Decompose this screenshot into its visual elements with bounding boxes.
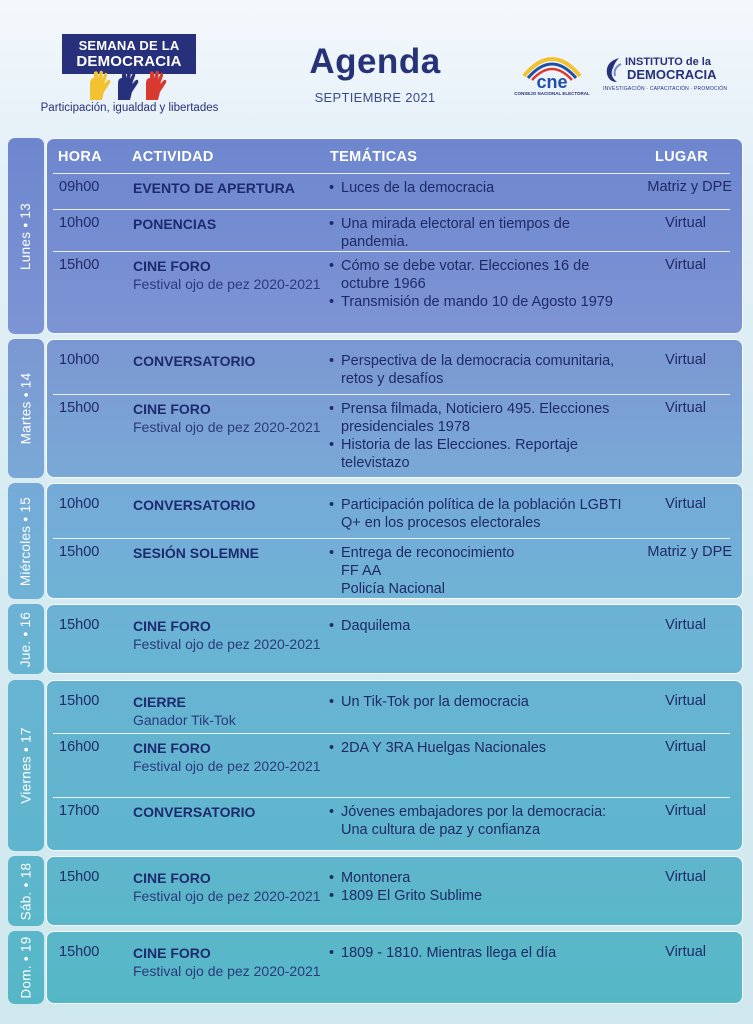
instituto-line2: DEMOCRACIA — [627, 67, 717, 82]
row-tematicas — [329, 179, 629, 197]
tematica-item: • Historia de las Elecciones. Reportaje televistazo — [329, 436, 629, 472]
brand-box — [62, 34, 196, 74]
day-panel — [46, 483, 743, 599]
row-lugar: Virtual — [665, 803, 706, 819]
row-lugar: Virtual — [665, 257, 706, 273]
row-actividad — [133, 179, 323, 197]
actividad-title: CINE FORO — [133, 945, 211, 961]
row-divider — [53, 251, 730, 252]
row-tematicas — [329, 869, 629, 905]
row-divider — [53, 538, 730, 539]
page-title: Agenda — [309, 42, 441, 81]
row-actividad — [133, 257, 323, 293]
row-hora: 17h00 — [59, 803, 100, 819]
day-label: Viernes • 17 — [18, 727, 34, 804]
row-hora: 10h00 — [59, 215, 100, 231]
actividad-title: CONVERSATORIO — [133, 353, 256, 369]
header — [0, 0, 753, 130]
column-header-tematicas: TEMÁTICAS — [330, 149, 418, 165]
day-label: Jue. • 16 — [18, 611, 34, 667]
raised-hands-icon — [84, 70, 174, 102]
tematica-item: • Montonera — [329, 869, 629, 887]
semana-democracia-logo — [32, 34, 227, 119]
row-lugar: Virtual — [665, 869, 706, 885]
brand-tagline: Participación, igualdad y libertades — [40, 102, 219, 114]
row-lugar: Virtual — [665, 352, 706, 368]
tematica-item: • Transmisión de mando 10 de Agosto 1979 — [329, 293, 629, 311]
day-label: Dom. • 19 — [18, 936, 34, 999]
tematica-item: • Perspectiva de la democracia comunitaria, retos y desafíos — [329, 352, 629, 388]
actividad-title: CONVERSATORIO — [133, 804, 256, 820]
actividad-subtitle: Ganador Tik-Tok — [133, 712, 236, 728]
row-actividad — [133, 617, 323, 653]
row-divider — [53, 394, 730, 395]
row-hora: 15h00 — [59, 944, 100, 960]
row-actividad — [133, 544, 323, 562]
row-tematicas — [329, 352, 629, 388]
row-lugar: Virtual — [665, 739, 706, 755]
table-header — [46, 149, 736, 167]
tematica-item: • Un Tik-Tok por la democracia — [329, 693, 629, 711]
row-hora: 15h00 — [59, 617, 100, 633]
row-lugar: Virtual — [665, 215, 706, 231]
actividad-title: SESIÓN SOLEMNE — [133, 545, 260, 561]
row-hora: 15h00 — [59, 400, 100, 416]
row-actividad — [133, 944, 323, 980]
instituto-emblem-icon — [601, 56, 625, 84]
row-actividad — [133, 215, 323, 233]
actividad-title: CONVERSATORIO — [133, 497, 256, 513]
actividad-title: EVENTO DE APERTURA — [133, 180, 295, 196]
row-actividad — [133, 693, 323, 729]
row-tematicas — [329, 944, 629, 962]
actividad-subtitle: Festival ojo de pez 2020-2021 — [133, 963, 321, 979]
row-actividad — [133, 739, 323, 775]
tematica-line: FF AA — [341, 563, 382, 579]
actividad-title: CINE FORO — [133, 618, 211, 634]
day-label: Lunes • 13 — [18, 202, 34, 270]
actividad-title: PONENCIAS — [133, 216, 217, 232]
actividad-title: CINE FORO — [133, 740, 211, 756]
row-tematicas — [329, 803, 629, 839]
row-divider — [53, 797, 730, 798]
row-hora: 15h00 — [59, 544, 100, 560]
day-panel — [46, 138, 743, 334]
day-label-tab — [8, 604, 44, 674]
day-label-tab — [8, 339, 44, 478]
actividad-title: CINE FORO — [133, 258, 211, 274]
row-hora: 16h00 — [59, 739, 100, 755]
row-lugar: Matriz y DPE — [647, 544, 732, 560]
tematica-item: • 2DA Y 3RA Huelgas Nacionales — [329, 739, 629, 757]
row-tematicas — [329, 739, 629, 757]
page-subtitle: SEPTIEMBRE 2021 — [314, 90, 436, 105]
row-hora: 15h00 — [59, 257, 100, 273]
column-header-hora: HORA — [58, 149, 102, 165]
day-panel — [46, 931, 743, 1004]
tematica-item: • Cómo se debe votar. Elecciones 16 de octubre 1966 — [329, 257, 629, 293]
cne-emblem-icon — [518, 50, 586, 90]
tematica-line: Policía Nacional — [341, 581, 445, 597]
row-lugar: Virtual — [665, 693, 706, 709]
row-hora: 15h00 — [59, 693, 100, 709]
row-hora: 15h00 — [59, 869, 100, 885]
day-label-tab — [8, 483, 44, 599]
day-label: Martes • 14 — [18, 372, 34, 445]
row-actividad — [133, 496, 323, 514]
row-hora: 09h00 — [59, 179, 100, 195]
row-actividad — [133, 803, 323, 821]
day-label-tab — [8, 680, 44, 851]
row-tematicas — [329, 544, 629, 598]
row-tematicas — [329, 617, 629, 635]
row-actividad — [133, 869, 323, 905]
cne-logo — [512, 50, 592, 98]
row-tematicas — [329, 496, 629, 532]
actividad-subtitle: Festival ojo de pez 2020-2021 — [133, 758, 321, 774]
actividad-title: CINE FORO — [133, 401, 211, 417]
row-tematicas — [329, 215, 629, 251]
tematica-item: • Participación política de la población LGBTI Q+ en los procesos electorales — [329, 496, 629, 532]
instituto-line3: INVESTIGACIÓN · CAPACITACIÓN · PROMOCIÓN — [603, 86, 728, 92]
actividad-subtitle: Festival ojo de pez 2020-2021 — [133, 888, 321, 904]
row-actividad — [133, 400, 323, 436]
brand-line1: SEMANA DE LA — [78, 38, 180, 53]
day-label: Miércoles • 15 — [18, 496, 34, 586]
row-lugar: Virtual — [665, 617, 706, 633]
row-tematicas — [329, 693, 629, 711]
column-header-actividad: ACTIVIDAD — [132, 149, 214, 165]
actividad-subtitle: Festival ojo de pez 2020-2021 — [133, 419, 321, 435]
row-hora: 10h00 — [59, 352, 100, 368]
cne-caption: CONSEJO NACIONAL ELECTORAL — [514, 91, 590, 96]
actividad-subtitle: Festival ojo de pez 2020-2021 — [133, 276, 321, 292]
tematica-item: • Entrega de reconocimiento — [329, 544, 629, 562]
tematica-item: • Jóvenes embajadores por la democracia: Una cultura de paz y confianza — [329, 803, 629, 839]
instituto-line1: INSTITUTO de la — [625, 56, 711, 68]
row-lugar: Virtual — [665, 944, 706, 960]
tematica-item: • Una mirada electoral en tiempos de pandemia. — [329, 215, 629, 251]
row-divider — [53, 209, 730, 210]
day-label-tab — [8, 856, 44, 926]
row-actividad — [133, 352, 323, 370]
column-header-lugar: LUGAR — [655, 149, 709, 165]
actividad-subtitle: Festival ojo de pez 2020-2021 — [133, 636, 321, 652]
day-panel — [46, 856, 743, 926]
cne-logo-text: cne — [536, 72, 568, 90]
row-tematicas — [329, 257, 629, 311]
day-label-tab — [8, 138, 44, 334]
instituto-democracia-logo — [601, 56, 728, 96]
tematica-item: • Daquilema — [329, 617, 629, 635]
row-hora: 10h00 — [59, 496, 100, 512]
row-lugar: Matriz y DPE — [647, 179, 732, 195]
brand-line2: DEMOCRACIA — [76, 53, 182, 70]
row-lugar: Virtual — [665, 400, 706, 416]
tematica-item: • Prensa filmada, Noticiero 495. Elecciones presidenciales 1978 — [329, 400, 629, 436]
row-tematicas — [329, 400, 629, 472]
day-label: Sáb. • 18 — [18, 862, 34, 920]
tematica-item: • Luces de la democracia — [329, 179, 629, 197]
row-lugar: Virtual — [665, 496, 706, 512]
row-divider — [53, 173, 730, 174]
day-panel — [46, 680, 743, 851]
day-label-tab — [8, 931, 44, 1004]
row-divider — [53, 733, 730, 734]
tematica-item: • 1809 - 1810. Mientras llega el día — [329, 944, 629, 962]
day-panel — [46, 339, 743, 478]
actividad-title: CINE FORO — [133, 870, 211, 886]
tematica-item: • 1809 El Grito Sublime — [329, 887, 629, 905]
actividad-title: CIERRE — [133, 694, 186, 710]
day-panel — [46, 604, 743, 674]
